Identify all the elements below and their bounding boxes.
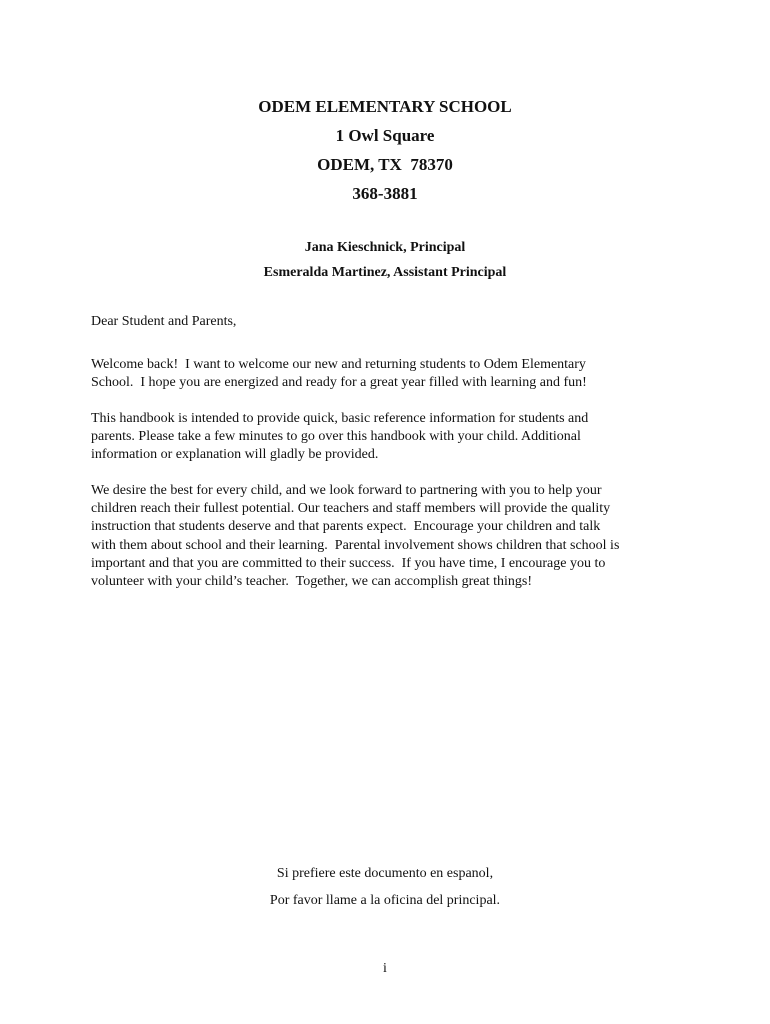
school-city-state-zip: ODEM, TX 78370 — [317, 155, 453, 174]
paragraph-line: School. I hope you are energized and ready for a great year filled with learning and fun! — [91, 375, 587, 391]
letter-salutation — [91, 313, 691, 331]
page-number: i — [383, 961, 387, 976]
paragraph-line: We desire the best for every child, and we look forward to partnering with you to help your — [91, 483, 602, 498]
paragraph-line: This handbook is intended to provide quick, basic reference information for students and — [91, 411, 589, 426]
paragraph-line: with them about school and their learning. Parental involvement shows children that school is — [91, 537, 620, 553]
spanish-note-line-2: Por favor llame a la oficina del principal. — [269, 893, 501, 908]
paragraph-line: instruction that students deserve and that parents expect. Encourage your children and talk — [91, 519, 601, 535]
school-name: ODEM ELEMENTARY SCHOOL — [258, 97, 512, 116]
assistant-principal-name: Esmeralda Martinez, Assistant Principal — [263, 265, 507, 280]
paragraph-line: parents. Please take a few minutes to go over this handbook with your child. Additional — [91, 429, 581, 445]
school-header — [0, 92, 770, 208]
school-address: 1 Owl Square — [335, 126, 435, 145]
paragraph-line: volunteer with your child’s teacher. Together, we can accomplish great things! — [91, 574, 533, 590]
paragraph-line: information or explanation will gladly be provided. — [91, 447, 379, 463]
school-phone: 368-3881 — [352, 184, 418, 203]
letter-paragraph-3 — [91, 482, 691, 591]
letter-paragraph-2 — [91, 410, 691, 465]
paragraph-line: Welcome back! I want to welcome our new and returning students to Odem Elementary — [91, 357, 586, 372]
administration-block — [0, 235, 770, 285]
principal-name: Jana Kieschnick, Principal — [304, 240, 466, 255]
paragraph-line: children reach their fullest potential. Our teachers and staff members will provide the quality — [91, 501, 611, 517]
letter-paragraph-1 — [91, 356, 691, 392]
spanish-note — [0, 860, 770, 914]
salutation-text: Dear Student and Parents, — [91, 314, 237, 329]
paragraph-line: important and that you are committed to their success. If you have time, I encourage you to — [91, 555, 606, 571]
spanish-note-line-1: Si prefiere este documento en espanol, — [276, 866, 494, 881]
